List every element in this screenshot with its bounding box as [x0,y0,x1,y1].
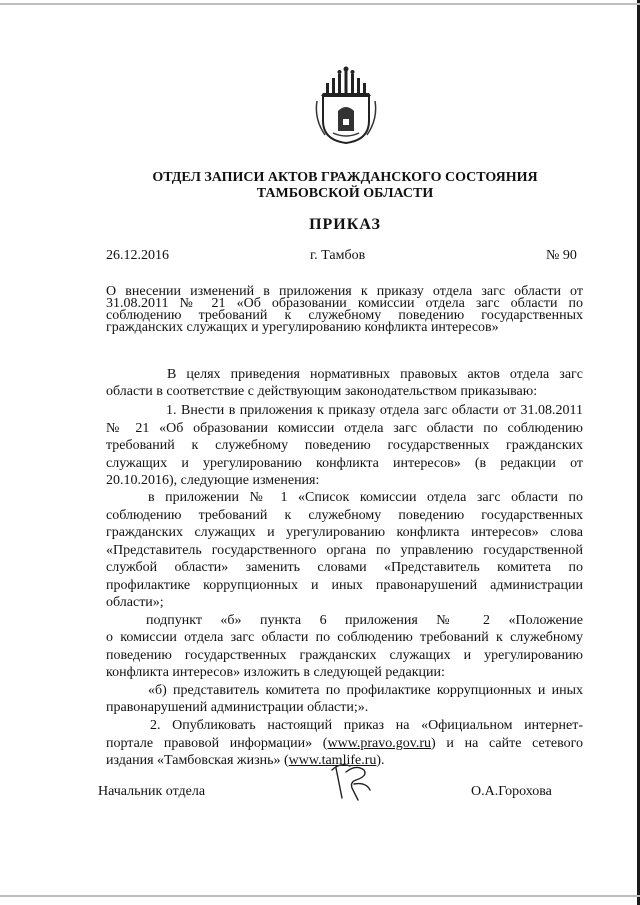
body-line-with-link [106,736,583,752]
body-line: 1. Внести в приложения к приказу отдела загс области от 31.08.2011 [166,403,583,418]
body-line: службой области» заменить словами «Представитель комитета по [106,560,583,575]
body-line: о комиссии отдела загс области по соблюдению требований к служебному [106,630,583,645]
body-line: правонарушений администрации области;». [106,700,369,715]
signer-position: Начальник отдела [98,784,206,799]
body-line: «Представитель государственного органа по управлению государственной [106,543,583,558]
body-line: поведению государственных гражданских служащих и урегулированию [106,648,583,663]
body-line: № 21 «Об образовании комиссии отдела загс области по соблюдению [106,421,583,436]
body-line: В целях приведения нормативных правовых актов отдела загс [167,367,583,382]
subject-line: 31.08.2011 № 21 «Об образовании комиссии отдела загс области по [106,296,583,311]
subject-line: О внесении изменений в приложения к приказу отдела загс области от [106,284,583,299]
scan-artifact-top [0,3,640,5]
body-line: подпункт «б» пункта 6 приложения № 2 «Положение [146,613,583,628]
subject-line: соблюдению требований к служебному поведению государственных [106,308,583,323]
body-line: 2. Опубликовать настоящий приказ на «Официальном интернет- [150,718,583,733]
body-line: области в соответствие с действующим законодательством приказываю: [106,384,538,399]
subject-line: гражданских служащих и урегулированию конфликта интересов» [106,320,499,335]
coat-of-arms-emblem [311,65,381,145]
text-fragment: портале правовой информации» ( [106,736,328,751]
order-date: 26.12.2016 [106,248,169,263]
body-line: профилактике коррупционных и иных правонарушений администрации [106,578,583,593]
document-title: ПРИКАЗ [309,216,381,233]
order-number: № 90 [546,248,577,263]
text-fragment: ) и на сайте сетевого [431,736,584,751]
body-line: гражданских служащих и урегулированию конфликта интересов» слова [106,525,583,540]
body-line: требований к служебному поведению государственных гражданских [106,438,583,453]
tamlife-link[interactable]: www.tamlife.ru [288,753,377,768]
organization-name-line1: ОТДЕЛ ЗАПИСИ АКТОВ ГРАЖДАНСКОГО СОСТОЯНИЯ [152,170,538,185]
text-fragment: ). [376,753,385,768]
organization-name-line2: ТАМБОВСКОЙ ОБЛАСТИ [256,186,434,201]
handwritten-signature [326,758,374,804]
body-line: области»; [106,595,164,610]
body-line: «б) представитель комитета по профилактике коррупционных и иных [148,683,583,698]
scan-artifact-bottom [0,895,640,897]
body-line: конфликта интересов» изложить в следующей редакции: [106,665,445,680]
body-line: 20.10.2016), следующие изменения: [106,473,320,488]
body-line: служащих и урегулированию конфликта интересов» (в редакции от [106,456,583,471]
signer-name: О.А.Горохова [471,784,552,799]
order-city: г. Тамбов [310,248,366,263]
body-line: в приложении № 1 «Список комиссии отдела загс области по [148,490,583,505]
pravo-link[interactable]: www.pravo.gov.ru [327,736,432,751]
text-fragment: издания «Тамбовская жизнь» ( [106,753,289,768]
body-line: соблюдению требований к служебному поведению государственных [106,508,583,523]
